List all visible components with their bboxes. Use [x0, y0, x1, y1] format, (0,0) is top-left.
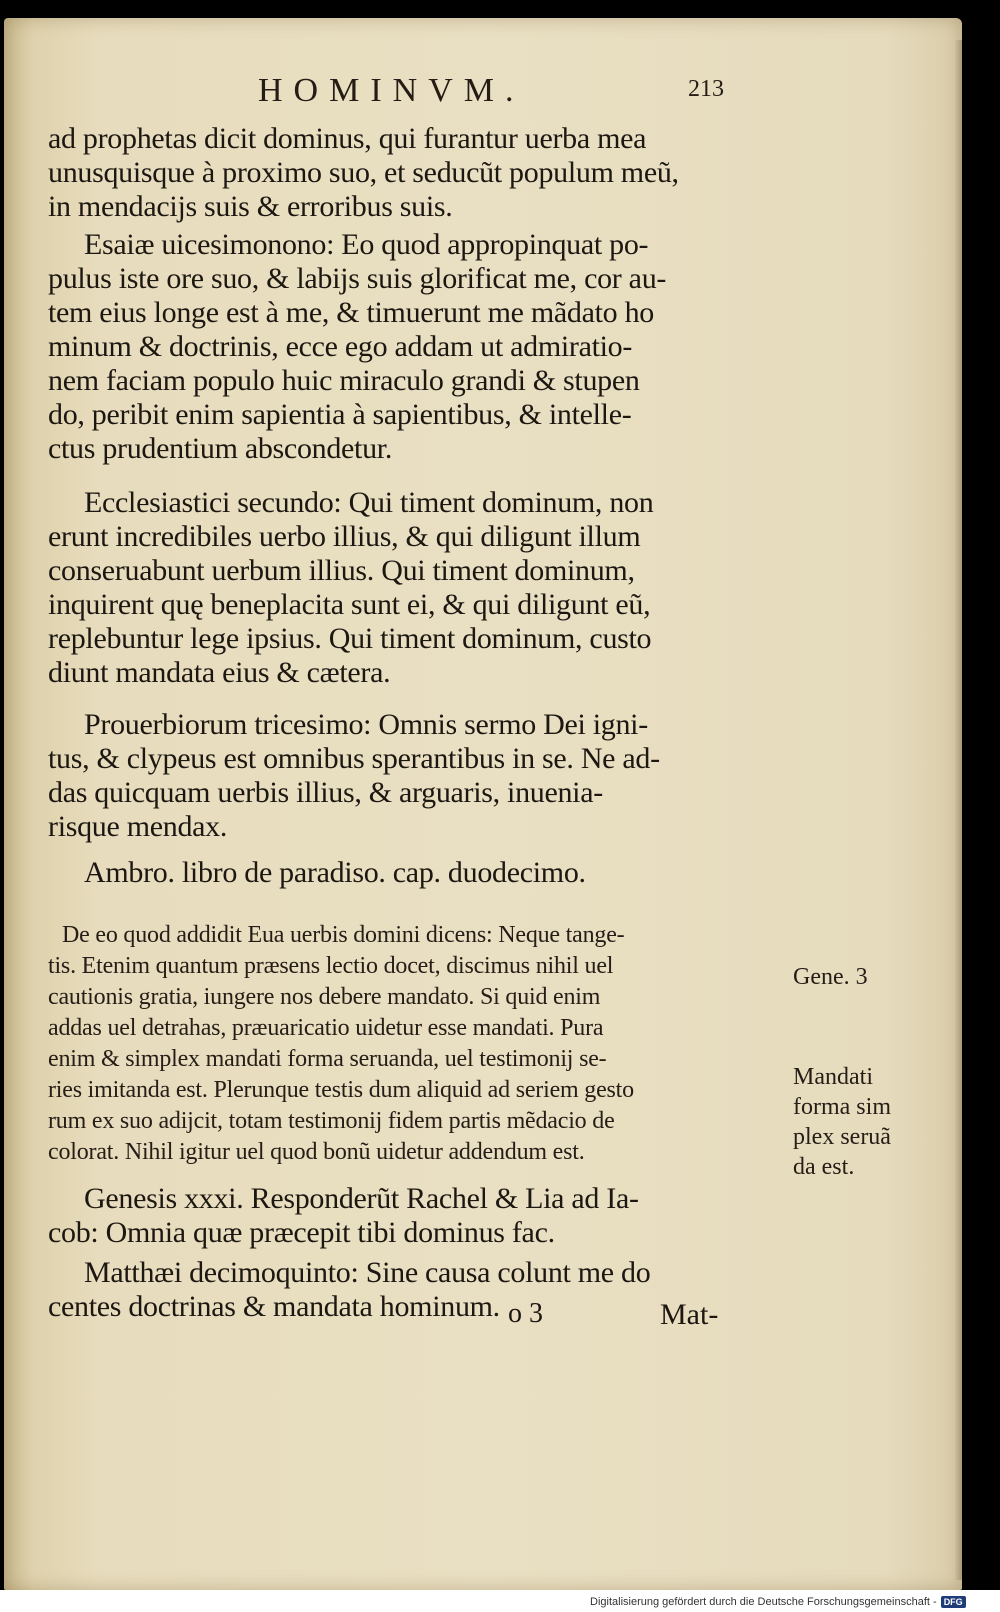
running-head: HOMINVM.: [258, 72, 525, 109]
margin-note-genesis: [793, 962, 868, 992]
signature-mark: o 3: [508, 1298, 543, 1329]
quote-line: ries imitanda est. Plerunque testis dum aliquid ad seriem gesto: [48, 1077, 634, 1103]
paragraph-matthaei: [48, 1256, 748, 1324]
quote-line: cautionis gratia, iungere nos debere mandato. Si quid enim: [48, 984, 601, 1010]
quote-line: colorat. Nihil igitur uel quod bonũ uidetur addendum est.: [48, 1139, 585, 1165]
text-line: Ecclesiastici secundo: Qui timent dominum, non: [84, 486, 654, 519]
quote-line: tis. Etenim quantum præsens lectio docet, discimus nihil uel: [48, 953, 614, 979]
text-line: cob: Omnia quæ præcepit tibi dominus fac.: [48, 1216, 555, 1249]
dfg-logo-icon: DFG: [941, 1596, 966, 1608]
footer-text: Digitalisierung gefördert durch die Deutsche Forschungsgemeinschaft -: [590, 1596, 937, 1608]
catchword: Mat-: [660, 1298, 719, 1331]
quotation-block: [48, 920, 748, 1168]
text-line: tem eius longe est à me, & timuerunt me mãdato ho: [48, 296, 654, 329]
text-line: in mendacijs suis & erroribus suis.: [48, 190, 453, 223]
text-line: centes doctrinas & mandata hominum.: [48, 1290, 500, 1323]
page-edge: [955, 40, 962, 1580]
text-line: diunt mandata eius & cætera.: [48, 656, 391, 689]
heading-ambrosius: [48, 856, 748, 890]
text-line: tus, & clypeus est omnibus sperantibus in se. Ne ad-: [48, 742, 660, 775]
text-line: Ambro. libro de paradiso. cap. duodecimo.: [84, 856, 586, 889]
margin-line: Mandati: [793, 1064, 873, 1090]
quote-line: rum ex suo adijcit, totam testimonij fidem partis mẽdacio de: [48, 1108, 615, 1134]
margin-line: plex seruã: [793, 1124, 891, 1150]
margin-line: forma sim: [793, 1094, 891, 1120]
text-line: das quicquam uerbis illius, & arguaris, inuenia-: [48, 776, 603, 809]
text-line: Matthæi decimoquinto: Sine causa colunt me do: [84, 1256, 651, 1289]
paragraph-ecclesiastici: [48, 486, 748, 690]
paragraph-genesis: [48, 1182, 748, 1250]
text-line: ctus prudentium abscondetur.: [48, 432, 393, 465]
text-line: inquirent quę beneplacita sunt ei, & qui diligunt eũ,: [48, 588, 651, 621]
text-line: erunt incredibiles uerbo illius, & qui diligunt illum: [48, 520, 641, 553]
margin-note-mandati: [793, 1062, 891, 1182]
quote-line: addas uel detrahas, præuaricatio uidetur esse mandati. Pura: [48, 1015, 604, 1041]
text-line: do, peribit enim sapientia à sapientibus, & intelle-: [48, 398, 632, 431]
text-line: Genesis xxxi. Responderũt Rachel & Lia ad Ia-: [84, 1182, 639, 1215]
quote-line: De eo quod addidit Eua uerbis domini dicens: Neque tange-: [62, 922, 625, 948]
text-line: risque mendax.: [48, 810, 228, 843]
paragraph-esaiae: [48, 228, 748, 466]
text-line: unusquisque à proximo suo, et seducũt populum meũ,: [48, 156, 679, 189]
text-line: pulus iste ore suo, & labijs suis glorificat me, cor au-: [48, 262, 667, 295]
text-line: Prouerbiorum tricesimo: Omnis sermo Dei igni-: [84, 708, 648, 741]
text-line: conseruabunt uerbum illius. Qui timent dominum,: [48, 554, 635, 587]
folio-number: 213: [688, 76, 724, 102]
text-line: ad prophetas dicit dominus, qui furantur uerba mea: [48, 122, 647, 155]
footer-credit: [590, 1592, 1000, 1612]
paragraph-prouerbiorum: [48, 708, 748, 844]
text-line: minum & doctrinis, ecce ego addam ut admiratio-: [48, 330, 633, 363]
text-line: replebuntur lege ipsius. Qui timent dominum, custo: [48, 622, 652, 655]
paragraph-1: [48, 122, 748, 224]
text-line: nem faciam populo huic miraculo grandi & stupen: [48, 364, 640, 397]
margin-line: da est.: [793, 1154, 855, 1180]
text-line: Esaiæ uicesimonono: Eo quod appropinquat po-: [84, 228, 649, 261]
quote-line: enim & simplex mandati forma seruanda, uel testimonij se-: [48, 1046, 607, 1072]
margin-line: Gene. 3: [793, 964, 868, 990]
